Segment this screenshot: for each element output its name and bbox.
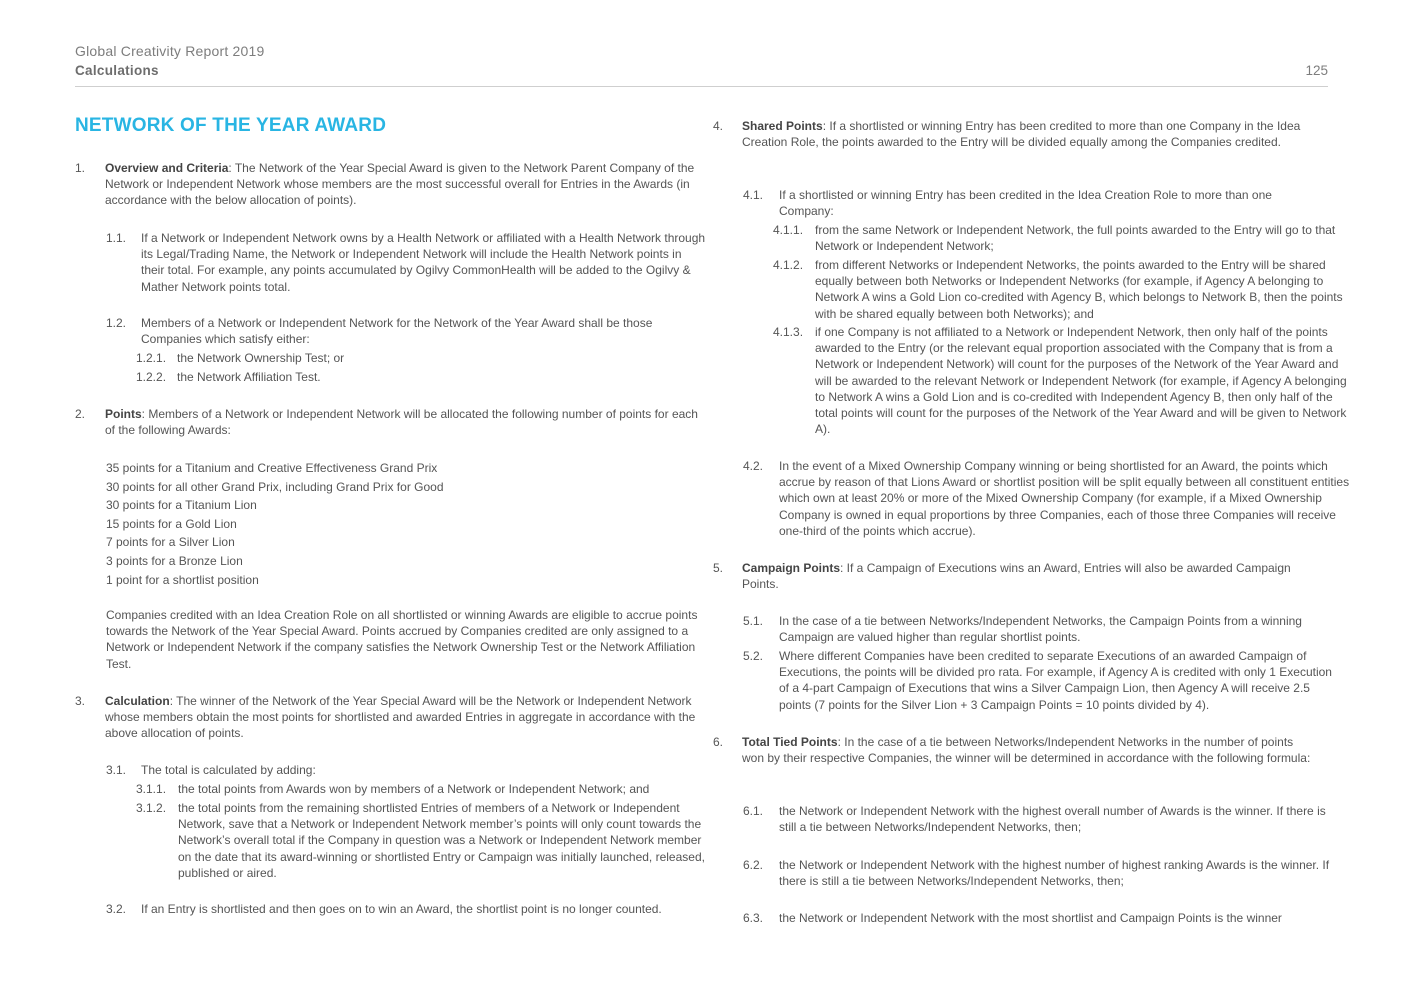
header-divider	[75, 86, 1328, 87]
clause-number: 3.1.	[106, 763, 127, 777]
clause-1-1	[106, 230, 706, 295]
section-number: 4.	[713, 119, 724, 133]
section-3	[75, 693, 705, 742]
section-number: 5.	[713, 561, 724, 575]
clause-3-2	[106, 901, 716, 917]
clause-text: Members of a Network or Independent Network for the Network of the Year Award shall be those Companies which satisfy either:	[141, 316, 653, 347]
clause-4-1-3	[773, 324, 1351, 437]
section-number: 6.	[713, 735, 724, 749]
clause-text: the Network or Independent Network with the most shortlist and Campaign Points is the winner	[779, 911, 1282, 925]
points-item: 1 point for a shortlist position	[106, 572, 259, 587]
clause-text: Where different Companies have been credited to separate Executions of an awarded Campaign of Executions, the points will be divided pro rata. For example, if Agency A is credited with only 1 Execution of a 4-part Campaign of Executions that wins a Silver Campaign Lion, then Agency A will receive 2.5 points (7 points for the Silver Lion + 3 Campaign Points = 10 points divided by 4).	[779, 649, 1332, 712]
clause-number: 6.2.	[743, 858, 764, 872]
clause-4-1	[743, 187, 1313, 219]
clause-3-1-2	[136, 800, 706, 881]
clause-number: 4.2.	[743, 459, 764, 473]
points-item: 7 points for a Silver Lion	[106, 535, 235, 550]
clause-text: the total points from Awards won by members of a Network or Independent Network; and	[178, 782, 650, 796]
clause-text: the Network or Independent Network with the highest overall number of Awards is the winner. If there is still a tie between Networks/Independent Networks, then;	[779, 804, 1326, 835]
clause-text: If a Network or Independent Network owns by a Health Network or affiliated with a Health Network through its Legal/Trading Name, the Network or Independent Network will include the Health Network points in their total. For example, any points accumulated by Ogilvy CommonHealth will be added to the Ogilvy & Mather Network points total.	[141, 231, 706, 294]
section-number: 2.	[75, 407, 86, 421]
points-eligibility-paragraph: Companies credited with an Idea Creation Role on all shortlisted or winning Awards are eligible to accrue points towards the Network of the Year Special Award. Points accrued by Companies credited are only assigned to a Network or Independent Network if the company satisfies the Network Ownership Test or the Network Affiliation Test.	[106, 608, 698, 671]
points-item: 35 points for a Titanium and Creative Effectiveness Grand Prix	[106, 461, 438, 475]
clause-text: the Network or Independent Network with the highest number of highest ranking Awards is the winner. If there is still a tie between Networks/Independent Networks, then;	[779, 858, 1330, 889]
clause-6-1	[743, 803, 1333, 835]
clause-1-2-1	[136, 350, 696, 366]
clause-number: 1.2.1.	[136, 351, 167, 365]
section-text: Calculation: The winner of the Network of the Year Special Award will be the Network or Independent Network whose members obtain the most points for shortlisted and awarded Entries in aggregate in accordance with the above allocation of points.	[105, 694, 696, 741]
points-item: 30 points for all other Grand Prix, including Grand Prix for Good	[106, 479, 444, 494]
points-item: 15 points for a Gold Lion	[106, 516, 237, 531]
clause-number: 4.1.1.	[773, 223, 804, 237]
page-number: 125	[1305, 63, 1328, 78]
clause-5-1	[743, 613, 1313, 645]
clause-text: the Network Ownership Test; or	[177, 351, 345, 365]
clause-text: from different Networks or Independent Networks, the points awarded to the Entry will be shared equally between both Networks or Independent Networks (for example, if Agency A belonging to Network A wins a Gold Lion co-credited with Agency B, which belongs to Network B, then the points with be shared equally between both Networks); and	[815, 258, 1343, 321]
section-number: 3.	[75, 694, 86, 708]
section-label: Shared Points	[742, 119, 823, 133]
section-1	[75, 160, 705, 209]
clause-3-1-1	[136, 781, 706, 797]
clause-number: 6.1.	[743, 804, 764, 818]
clause-number: 1.2.	[106, 316, 127, 330]
clause-number: 6.3.	[743, 911, 764, 925]
clause-number: 1.1.	[106, 231, 127, 245]
section-text: Overview and Criteria: The Network of the Year Special Award is given to the Network Parent Company of the Network or Independent Network whose members are the most successful overall for Entries in the Awards (in accordance with the below allocation of points).	[105, 161, 695, 208]
section-text: Points: Members of a Network or Independent Network will be allocated the following number of points for each of the following Awards:	[105, 407, 698, 438]
clause-text: If a shortlisted or winning Entry has been credited in the Idea Creation Role to more than one Company:	[779, 188, 1272, 219]
points-item: 30 points for a Titanium Lion	[106, 498, 257, 513]
clause-number: 3.1.2.	[136, 801, 167, 815]
points-item: 3 points for a Bronze Lion	[106, 553, 243, 568]
page-heading: NETWORK OF THE YEAR AWARD	[75, 115, 387, 136]
section-6	[713, 734, 1313, 766]
clause-4-2	[743, 458, 1351, 539]
clause-text: In the case of a tie between Networks/Independent Networks, the Campaign Points from a winning Campaign are valued higher than regular shortlist points.	[779, 614, 1302, 645]
report-title: Global Creativity Report 2019	[75, 43, 265, 59]
clause-number: 5.2.	[743, 649, 764, 663]
clause-6-2	[743, 857, 1333, 889]
clause-text: if one Company is not affiliated to a Network or Independent Network, then only half of the points awarded to the Entry (or the relevant equal proportion associated with the Company that is from a Network or Independent Network) will count for the purposes of the Network of the Year Award and will be awarded to the relevant Network or Independent Network (for example, if Agency A belonging to Network A wins a Gold Lion and is co-credited with Independent Agency B, then only half of the total points will count for the purposes of the Network of the Year Award and will be given to Network A).	[815, 325, 1347, 437]
section-text: Total Tied Points: In the case of a tie between Networks/Independent Networks in the number of points won by their respective Companies, the winner will be determined in accordance with the following formula:	[742, 735, 1311, 766]
clause-5-2	[743, 648, 1343, 713]
section-label: Calculation	[105, 694, 170, 708]
clause-text: In the event of a Mixed Ownership Company winning or being shortlisted for an Award, the points which accrue by reason of that Lions Award or shortlist position will be split equally between all constituent entities which own at least 20% or more of the Mixed Ownership Company (for example, if a Mixed Ownership Company is owned in equal proportions by three Companies, each of those three Companies will receive one-third of the points which accrue).	[779, 459, 1350, 538]
clause-6-3	[743, 910, 1343, 926]
section-title: Calculations	[75, 63, 159, 78]
section-2	[75, 406, 705, 438]
clause-number: 4.1.3.	[773, 325, 804, 339]
clause-3-1	[106, 762, 706, 778]
clause-text: the total points from the remaining shortlisted Entries of members of a Network or Independent Network, save that a Network or Independent Network member’s points will only count towards the Network’s overall total if the Company in question was a Network or Independent Network member on the date that its award-winning or shortlisted Entry or Campaign was initially launched, released, published or aired.	[178, 801, 705, 880]
clause-number: 5.1.	[743, 614, 764, 628]
clause-number: 4.1.2.	[773, 258, 804, 272]
clause-number: 3.1.1.	[136, 782, 167, 796]
clause-text: from the same Network or Independent Network, the full points awarded to the Entry will go to that Network or Independent Network;	[815, 223, 1336, 254]
section-5	[713, 560, 1313, 592]
section-label: Overview and Criteria	[105, 161, 229, 175]
section-label: Points	[105, 407, 142, 421]
section-label: Total Tied Points	[742, 735, 838, 749]
section-text: Campaign Points: If a Campaign of Executions wins an Award, Entries will also be awarded Campaign Points.	[742, 561, 1291, 592]
section-text: Shared Points: If a shortlisted or winning Entry has been credited to more than one Company in the Idea Creation Role, the points awarded to the Entry will be divided equally among the Companies credited.	[742, 119, 1301, 150]
clause-text: If an Entry is shortlisted and then goes on to win an Award, the shortlist point is no longer counted.	[141, 902, 662, 916]
clause-4-1-1	[773, 222, 1351, 254]
clause-number: 4.1.	[743, 188, 764, 202]
section-number: 1.	[75, 161, 86, 175]
clause-1-2	[106, 315, 706, 347]
clause-4-1-2	[773, 257, 1351, 322]
clause-text: the Network Affiliation Test.	[177, 370, 321, 384]
clause-number: 3.2.	[106, 902, 127, 916]
section-4	[713, 118, 1313, 150]
section-label: Campaign Points	[742, 561, 841, 575]
clause-text: The total is calculated by adding:	[141, 763, 316, 777]
clause-1-2-2	[136, 369, 696, 385]
clause-number: 1.2.2.	[136, 370, 167, 384]
points-list	[106, 459, 706, 589]
